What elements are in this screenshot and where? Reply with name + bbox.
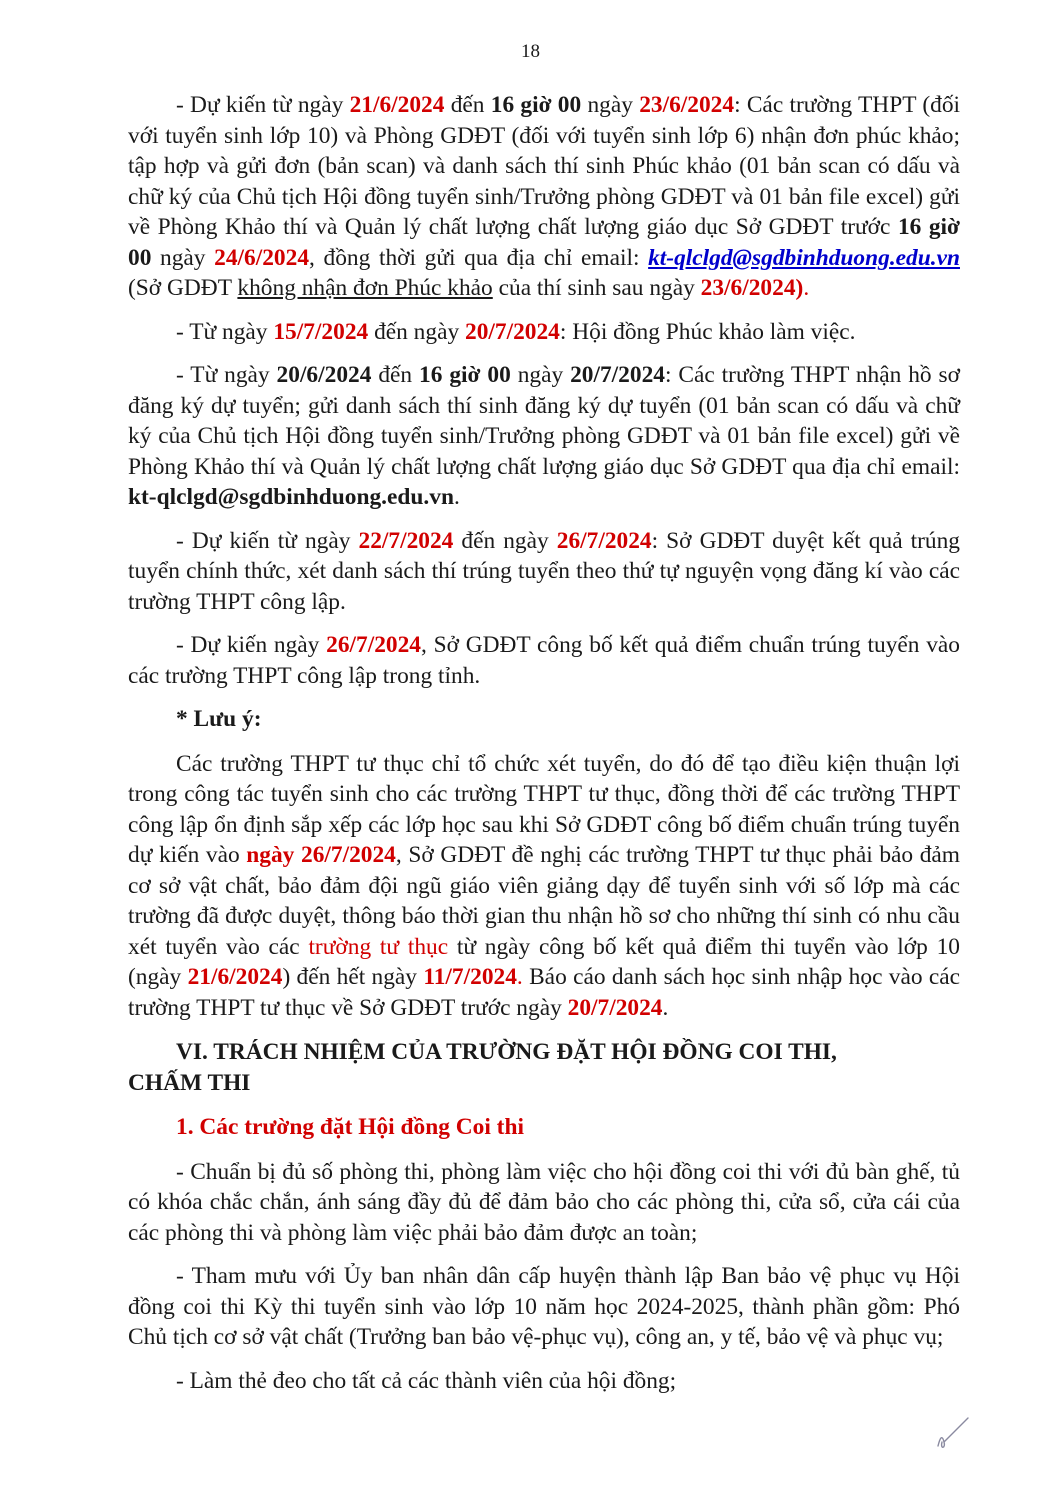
text-run: . bbox=[453, 484, 460, 510]
subheading: 1. Các trường đặt Hội đồng Coi thi bbox=[176, 1114, 524, 1140]
date-bold: 20/7/2024 bbox=[570, 362, 665, 388]
text-run: ngày bbox=[151, 244, 215, 271]
date-highlight: 15/7/2024 bbox=[273, 318, 369, 345]
email-address: kt-qlclgd@sgdbinhduong.edu.vn bbox=[128, 484, 454, 510]
text-run: ngày bbox=[510, 362, 571, 388]
date-highlight: 24/6/2024 bbox=[214, 244, 310, 271]
text-run: Báo cáo danh sách học sinh nhập học vào các trường THPT tư thục về Sở GDĐT trước ngày bbox=[128, 964, 960, 1021]
date-highlight: 21/6/2024 bbox=[349, 92, 445, 118]
text-run: , đồng thời gửi qua địa chỉ email: bbox=[309, 244, 649, 271]
text-run: đến ngày bbox=[453, 527, 557, 554]
paragraph-note bbox=[128, 749, 960, 1024]
paragraph-approval bbox=[128, 526, 960, 618]
paragraph-rooms: - Chuẩn bị đủ số phòng thi, phòng làm việc cho hội đồng coi thi với đủ bàn ghế, tủ có khóa chắc chắn, ánh sáng đầy đủ để đảm bảo cho các phòng thi, cửa sổ, cửa cái của các phòng thi và phòng làm việc phải bảo đảm được an toàn; bbox=[128, 1158, 960, 1246]
text-run: từ ngày công bố kết quả điểm thi tuyển vào lớp 10 (ngày bbox=[128, 933, 960, 990]
text-run: - Từ ngày bbox=[176, 318, 274, 345]
date-highlight: 20/7/2024 bbox=[567, 994, 663, 1021]
section-heading bbox=[128, 1037, 960, 1098]
time-bold: 16 giờ 00 bbox=[490, 92, 582, 118]
text-run: . bbox=[662, 994, 669, 1021]
text-run: - Từ ngày bbox=[176, 362, 277, 388]
text-run: : Sở GDĐT duyệt kết quả trúng tuyển chính thức, xét danh sách thí trúng tuyển theo thứ tự nguyện vọng đăng kí vào các trường THPT công lập. bbox=[128, 527, 960, 615]
time-bold: 16 giờ 00 bbox=[128, 214, 960, 271]
text-run: : Các trường THPT nhận hồ sơ đăng ký dự tuyển; gửi danh sách thí sinh đăng ký dự tuyển (01 bản scan có dấu và chữ ký của Chủ tịch Hội đồng tuyển sinh/Trưởng phòng GDĐT và 01 bản file excel) gửi về Phòng Khảo thí và Quản lý chất lượng chất lượng giáo dục Sở GDĐT qua địa chỉ email: bbox=[128, 362, 961, 480]
text-run: ) đến hết ngày bbox=[282, 964, 424, 990]
text-run: (Sở GDĐT bbox=[128, 275, 238, 301]
time-bold: 16 giờ 00 bbox=[419, 362, 511, 388]
text-run: - Dự kiến ngày bbox=[176, 632, 327, 658]
text-run: của thí sinh sau ngày bbox=[492, 275, 701, 301]
paragraph-appeal-schedule bbox=[128, 90, 960, 304]
date-bold: 20/6/2024 bbox=[276, 362, 372, 388]
date-highlight: 20/7/2024 bbox=[465, 318, 560, 345]
red-text: . bbox=[516, 964, 523, 990]
date-highlight: 22/7/2024 bbox=[358, 527, 454, 554]
text-run: đến bbox=[444, 92, 491, 118]
section-heading-line2: CHẤM THI bbox=[128, 1069, 251, 1096]
email-link[interactable]: kt-qlclgd@sgdbinhduong.edu.vn bbox=[648, 244, 960, 271]
date-highlight: 21/6/2024 bbox=[187, 964, 283, 990]
date-highlight: 23/6/2024) bbox=[700, 275, 804, 301]
text-run: đến ngày bbox=[368, 318, 466, 345]
initials-signature bbox=[928, 1412, 976, 1452]
text-run: đến bbox=[371, 362, 420, 388]
date-highlight: 26/7/2024 bbox=[326, 632, 421, 658]
red-text: trường tư thục bbox=[308, 933, 449, 960]
text-run: , Sở GDĐT công bố kết quả điểm chuẩn trúng tuyển vào các trường THPT công lập trong tỉnh. bbox=[128, 632, 960, 689]
date-highlight: 23/6/2024 bbox=[639, 92, 735, 118]
underlined-text: không nhận đơn Phúc khảo bbox=[237, 275, 493, 301]
date-highlight: 11/7/2024 bbox=[423, 964, 517, 990]
paragraph-security-board: - Tham mưu với Ủy ban nhân dân cấp huyện thành lập Ban bảo vệ phục vụ Hội đồng coi thi Kỳ thi tuyển sinh vào lớp 10 năm học 2024-2025, thành phần gồm: Phó Chủ tịch cơ sở vật chất (Trưởng ban bảo vệ-phục vụ), công an, y tế, bảo vệ và phục vụ; bbox=[128, 1263, 960, 1350]
text-run: , Sở GDĐT đề nghị các trường THPT tư thục phải bảo đảm cơ sở vật chất, bảo đảm đội ngũ giáo viên giảng dạy để tuyển sinh với số lớp mà các trường đã được duyệt, thông báo thời gian thu nhận hồ sơ cho những thí sinh có nhu cầu xét tuyển vào các bbox=[128, 842, 960, 960]
text-run: . bbox=[803, 275, 810, 301]
text-run: : Hội đồng Phúc khảo làm việc. bbox=[559, 318, 856, 345]
document-body bbox=[128, 90, 960, 1410]
text-run: : Các trường THPT (đối với tuyển sinh lớp 10) và Phòng GDĐT (đối với tuyển sinh lớp 6) nhận đơn phúc khảo; tập hợp và gửi đơn (bản scan) và danh sách thí sinh Phúc khảo (01 bản scan có dấu và chữ ký của Chủ tịch Hội đồng tuyển sinh/Trưởng phòng GDĐT và 01 bản file excel) gửi về Phòng Khảo thí và Quản lý chất lượng chất lượng giáo dục Sở GDĐT trước bbox=[128, 92, 961, 240]
paragraph-appeal-council bbox=[128, 317, 960, 348]
text-run: - Dự kiến từ ngày bbox=[176, 92, 350, 118]
text-run: Các trường THPT tư thục chỉ tổ chức xét tuyển, do đó để tạo điều kiện thuận lợi trong công tác tuyển sinh cho các trường THPT tư thục, đồng thời để các trường THPT công lập ổn định sắp xếp các lớp học sau khi Sở GDĐT công bố điểm chuẩn trúng tuyển dự kiến vào bbox=[128, 750, 960, 868]
date-highlight: ngày 26/7/2024 bbox=[246, 842, 396, 868]
note-heading: * Lưu ý: bbox=[176, 706, 262, 732]
paragraph-announcement bbox=[128, 630, 960, 691]
section-heading-line1: VI. TRÁCH NHIỆM CỦA TRƯỜNG ĐẶT HỘI ĐỒNG COI THI, bbox=[176, 1039, 837, 1065]
paragraph-badges: - Làm thẻ đeo cho tất cả các thành viên của hội đồng; bbox=[176, 1367, 677, 1394]
page-number: 18 bbox=[521, 41, 540, 62]
paragraph-registration bbox=[128, 360, 960, 513]
text-run: - Dự kiến từ ngày bbox=[176, 527, 359, 554]
text-run: ngày bbox=[581, 92, 640, 118]
date-highlight: 26/7/2024 bbox=[556, 527, 652, 554]
